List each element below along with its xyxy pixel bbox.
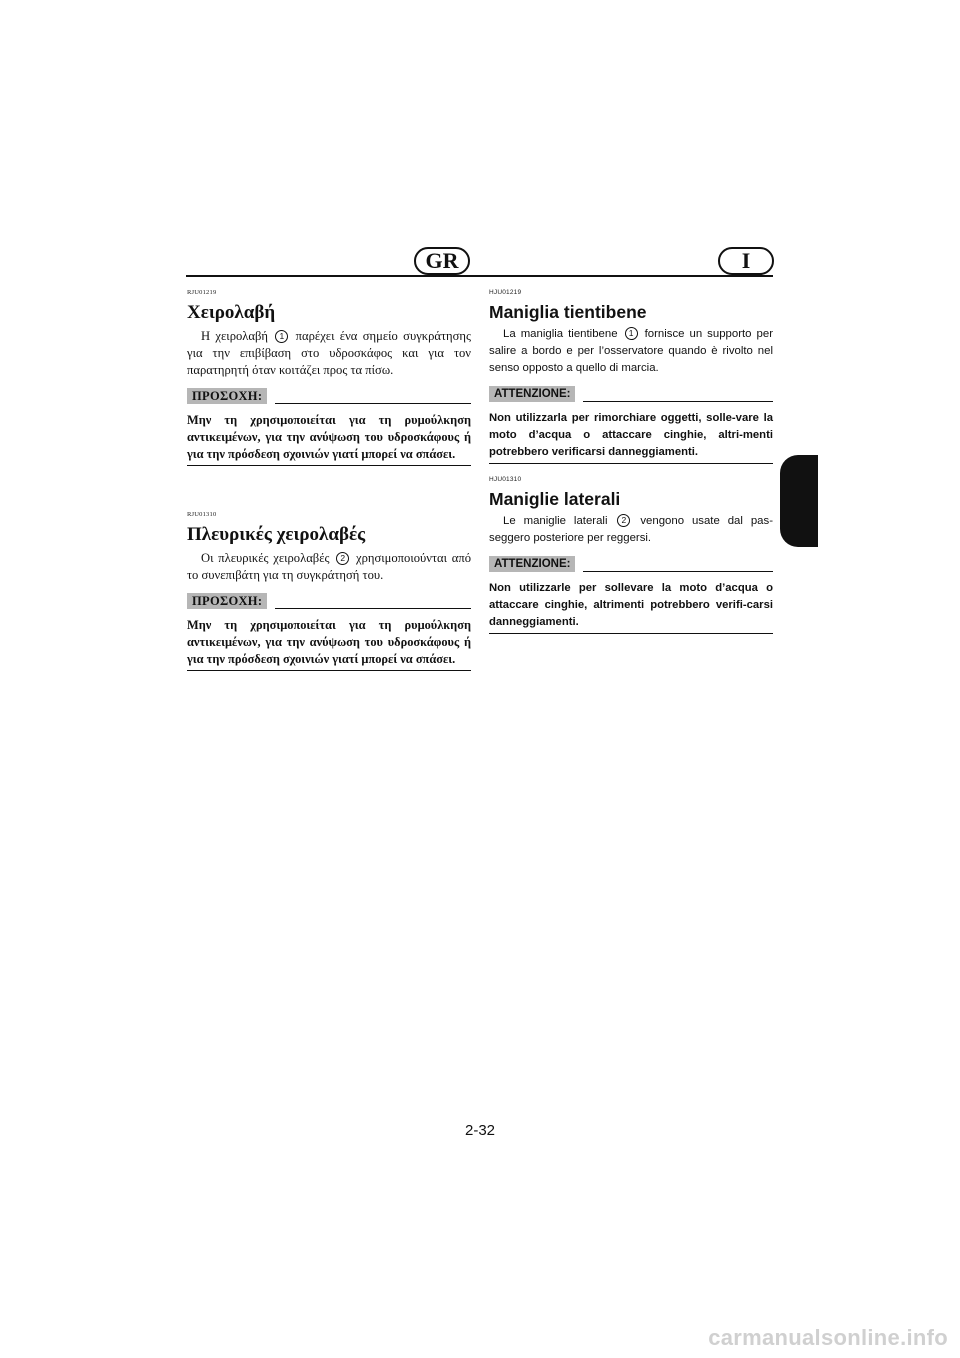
callout-number-1: 1: [275, 330, 288, 343]
caution-header: [187, 388, 471, 404]
caution-rule: [583, 401, 773, 402]
caution-rule: [275, 403, 471, 404]
caution-header: [187, 593, 471, 609]
chapter-tab: [780, 455, 818, 547]
caution-label: ΠΡΟΣΟΧΗ:: [187, 388, 267, 404]
section-code: RJU01219: [187, 289, 217, 296]
caution-rule: [583, 571, 773, 572]
section-title: Maniglia tientibene: [489, 302, 647, 322]
callout-number-2: 2: [617, 514, 630, 527]
language-badge-greek: GR: [414, 247, 470, 275]
caution-end-rule: [489, 631, 773, 634]
greek-section-side-handles: [187, 511, 471, 671]
header-rule: [186, 275, 773, 277]
section-body: Οι πλευρικές χειρολαβές 2 χρησιμοποιούνται από το συνεπιβάτη για τη συγκράτησή του.: [187, 551, 471, 582]
section-body: Le maniglie laterali 2 vengono usate dal pas-seggero posteriore per reggersi.: [489, 515, 773, 544]
caution-end-rule: [489, 461, 773, 464]
callout-number-1: 1: [625, 327, 638, 340]
section-body: La maniglia tientibene 1 fornisce un supporto per salire a bordo e per l’osservatore quando è rivolto nel senso opposto a quello di marcia.: [489, 328, 773, 374]
caution-label: ATTENZIONE:: [489, 556, 575, 572]
watermark: carmanualsonline.info: [708, 1325, 948, 1350]
section-code: HJU01310: [489, 476, 522, 483]
caution-header: [489, 556, 773, 572]
section-title: Πλευρικές χειρολαβές: [187, 524, 366, 545]
caution-end-rule: [187, 463, 471, 466]
caution-header: [489, 386, 773, 402]
italian-section-side-handles: [489, 476, 773, 634]
callout-number-2: 2: [336, 552, 349, 565]
caution-text: Non utilizzarla per rimorchiare oggetti, solle-vare la moto d’acqua o attaccare cinghie, altri-menti potrebbero verificarsi danneggiamenti.: [489, 412, 773, 458]
caution-rule: [275, 608, 471, 609]
caution-text: Μην τη χρησιμοποιείται για τη ρυμούλκηση αντικειμένων, για την ανύψωση του υδροσκάφους ή για την πρόσδεση σχοινιών γιατί μπορεί να σπάσει.: [187, 618, 471, 666]
italian-section-grab-handle: [489, 289, 773, 464]
caution-text: Non utilizzarle per sollevare la moto d’acqua o attaccare cinghie, altrimenti potrebbero verifi-carsi danneggiamenti.: [489, 582, 773, 628]
caution-text: Μην τη χρησιμοποιείται για τη ρυμούλκηση αντικειμένων, για την ανύψωση του υδροσκάφους ή για την πρόσδεση σχοινιών γιατί μπορεί να σπάσει.: [187, 413, 471, 461]
section-title: Maniglie laterali: [489, 489, 621, 509]
caution-label: ATTENZIONE:: [489, 386, 575, 402]
section-body: Η χειρολαβή 1 παρέχει ένα σημείο συγκράτησης για την επιβίβαση στο υδροσκάφος και για τον παρατηρητή όταν κοιτάζει προς τα πίσω.: [187, 329, 471, 377]
section-code: HJU01219: [489, 289, 522, 296]
page-number: 2-32: [464, 1122, 496, 1139]
greek-section-grab-handle: [187, 289, 471, 466]
section-code: RJU01310: [187, 511, 217, 518]
section-title: Χειρολαβή: [187, 302, 276, 323]
language-badge-italian: I: [718, 247, 774, 275]
caution-end-rule: [187, 668, 471, 671]
caution-label: ΠΡΟΣΟΧΗ:: [187, 593, 267, 609]
